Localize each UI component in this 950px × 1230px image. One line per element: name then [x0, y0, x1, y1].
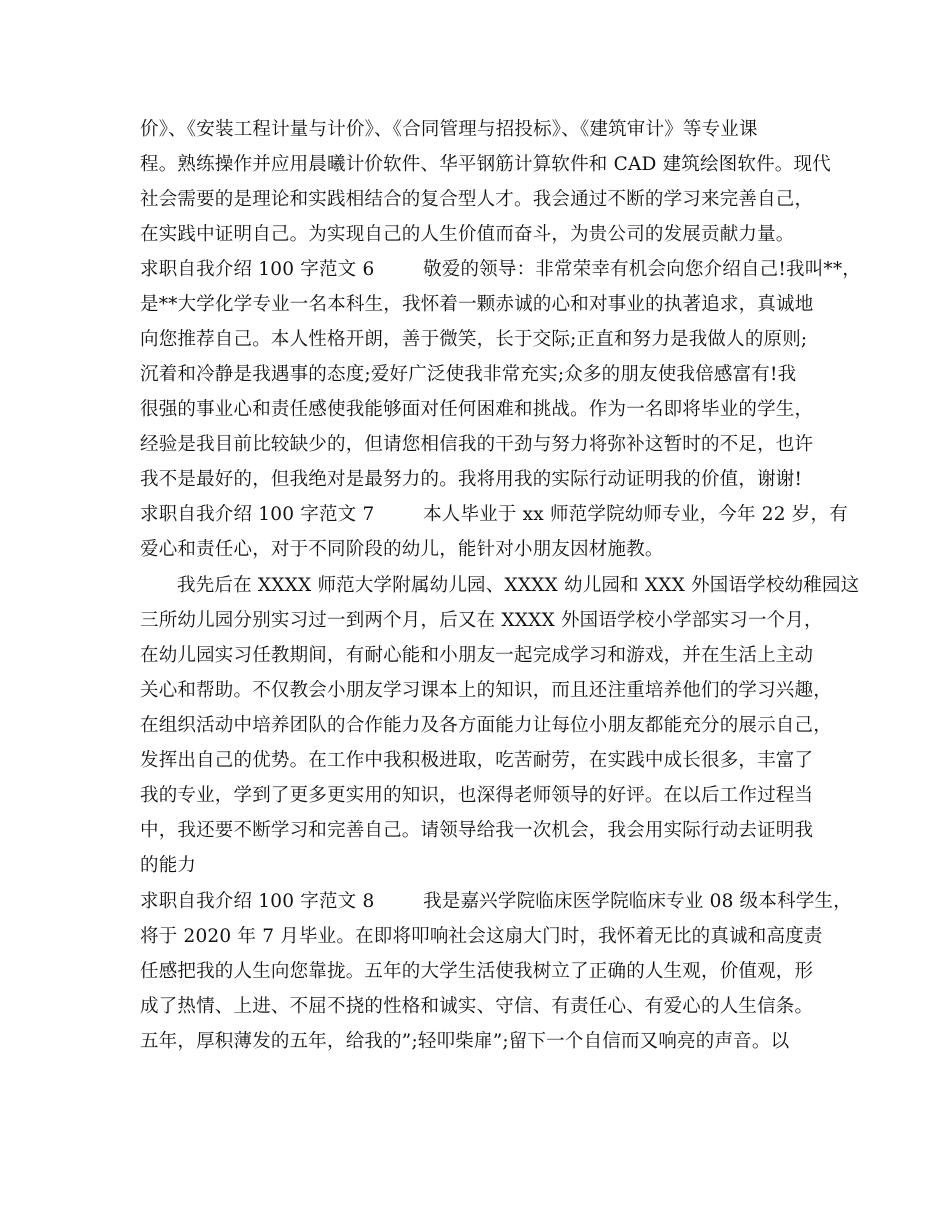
text-line: 任感把我的人生向您靠拢。五年的大学生活使我树立了正确的人生观，价值观，形	[140, 961, 814, 982]
text-line: 五年，厚积薄发的五年，给我的”;轻叩柴扉”;留下一个自信而又响亮的声音。以	[140, 1031, 790, 1052]
section-heading-line: 求职自我介绍 100 字范文 6 敬爱的领导：非常荣幸有机会向您介绍自己!我叫**，	[140, 259, 862, 280]
text-line: 我的专业，学到了更多更实用的知识，也深得老师领导的好评。在以后工作过程当	[140, 785, 814, 806]
text-line: 是**大学化学专业一名本科生，我怀着一颗赤诚的心和对事业的执著追求，真诚地	[140, 294, 814, 315]
text-line: 我不是最好的，但我绝对是最努力的。我将用我的实际行动证明我的价值，谢谢!	[140, 469, 803, 490]
text-line: 在实践中证明自己。为实现自己的人生价值而奋斗，为贵公司的发展贡献力量。	[140, 224, 795, 245]
text-line: 的能力	[140, 855, 197, 876]
section-heading-line: 求职自我介绍 100 字范文 7 本人毕业于 xx 师范学院幼师专业，今年 22 岁，有	[140, 504, 848, 525]
text-line: 发挥出自己的优势。在工作中我积极进取，吃苦耐劳，在实践中成长很多，丰富了	[140, 750, 814, 771]
text-line: 在幼儿园实习任教期间，有耐心能和小朋友一起完成学习和游戏，并在生活上主动	[140, 645, 814, 666]
text-line: 社会需要的是理论和实践相结合的复合型人才。我会通过不断的学习来完善自己，	[140, 189, 814, 210]
text-line: 很强的事业心和责任感使我能够面对任何困难和挑战。作为一名即将毕业的学生，	[140, 399, 814, 420]
text-line: 沉着和冷静是我遇事的态度;爱好广泛使我非常充实;众多的朋友使我倍感富有!我	[140, 364, 797, 385]
text-line: 在组织活动中培养团队的合作能力及各方面能力让每位小朋友都能充分的展示自己，	[140, 715, 832, 736]
text-line: 程。熟练操作并应用晨曦计价软件、华平钢筋计算软件和 CAD 建筑绘图软件。现代	[140, 154, 831, 175]
text-line: 中，我还要不断学习和完善自己。请领导给我一次机会，我会用实际行动去证明我	[140, 820, 814, 841]
section-heading-line: 求职自我介绍 100 字范文 8 我是嘉兴学院临床医学院临床专业 08 级本科学生，	[140, 891, 852, 912]
text-line: 爱心和责任心，对于不同阶段的幼儿，能针对小朋友因材施教。	[140, 539, 664, 560]
text-line: 关心和帮助。不仅教会小朋友学习课本上的知识，而且还注重培养他们的学习兴趣，	[140, 680, 832, 701]
text-line: 经验是我目前比较缺少的，但请您相信我的干劲与努力将弥补这暂时的不足，也许	[140, 434, 814, 455]
text-line: 三所幼儿园分别实习过一到两个月，后又在 XXXX 外国语学校小学部实习一个月，	[140, 610, 823, 631]
text-line: 向您推荐自己。本人性格开朗，善于微笑，长于交际;正直和努力是我做人的原则;	[140, 329, 808, 350]
text-line: 成了热情、上进、不屈不挠的性格和诚实、守信、有责任心、有爱心的人生信条。	[140, 996, 814, 1017]
text-line: 将于 2020 年 7 月毕业。在即将叩响社会这扇大门时，我怀着无比的真诚和高度责	[140, 926, 823, 947]
paragraph-start-line: 我先后在 XXXX 师范大学附属幼儿园、XXXX 幼儿园和 XXX 外国语学校幼稚园这	[177, 575, 860, 596]
text-line: 价》、《安装工程计量与计价》、《合同管理与招投标》、《建筑审计》等专业课	[140, 119, 758, 140]
